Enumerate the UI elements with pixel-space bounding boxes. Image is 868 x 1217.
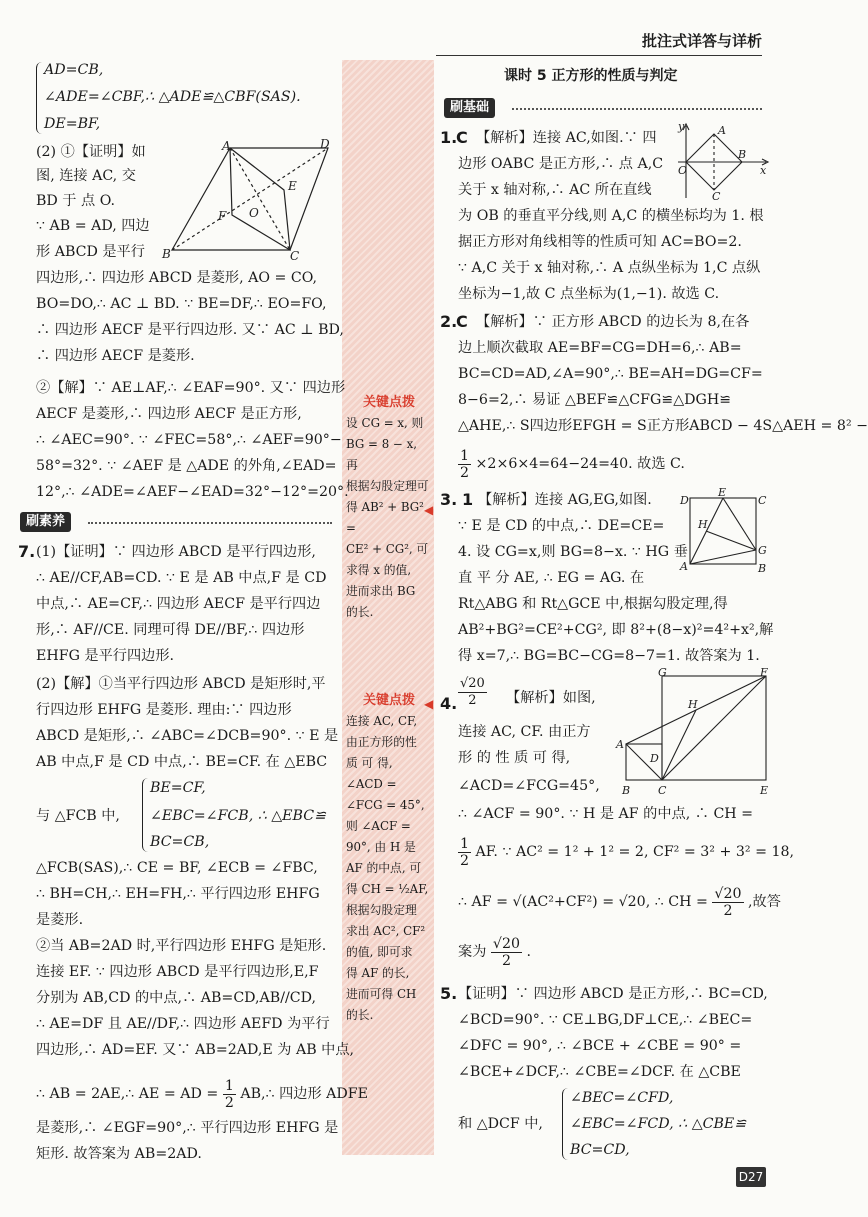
text-line: 和 △DCF 中, xyxy=(458,1116,543,1132)
text-line: 据正方形对角线相等的性质可知 AC=BO=2. xyxy=(458,234,742,250)
key-note-2-title: 关键点拨 xyxy=(362,693,415,708)
text-line: ∠BCE+∠DCF,∴ ∠CBE=∠DCF. 在 △CBE xyxy=(458,1064,741,1080)
text-line: 8−6=2,∴ 易证 △BEF≌△CFG≌△DGH≌ xyxy=(458,392,732,408)
system-brace xyxy=(36,62,43,134)
label-E: E xyxy=(760,784,769,797)
key-note-1-line: 根据勾股定理可 xyxy=(346,479,429,493)
question-number-2: 2. xyxy=(440,312,458,331)
text-line: ∵ AB = AD, 四边 xyxy=(36,218,150,234)
text-fragment: AF. ∵ AC² = 1² + 1² = 2, CF² = 3² + 3² = 18, xyxy=(475,844,795,860)
text-line-with-fraction xyxy=(458,884,781,920)
text-line-with-fraction xyxy=(458,446,685,482)
text-line: 与 △FCB 中, xyxy=(36,808,120,824)
text-fragment: ∴ AB = 2AE,∴ AE = AD = xyxy=(36,1086,219,1102)
text-line-with-fraction xyxy=(458,934,531,970)
label-B: B xyxy=(162,247,171,261)
question-number-7: 7. xyxy=(18,542,36,561)
text-line: 【解析】连接 AG,EG,如图. xyxy=(478,492,652,508)
key-note-2-line: 根据勾股定理 xyxy=(346,903,417,917)
text-line: ∴ AE//CF,AB=CD. ∵ E 是 AB 中点,F 是 CD xyxy=(36,570,327,586)
text-line: ∵ E 是 CD 的中点,∴ DE=CE= xyxy=(458,518,665,534)
section-divider xyxy=(512,108,762,110)
label-A: A xyxy=(680,560,688,573)
text-line: 【证明】∵ 四边形 ABCD 是正方形,∴ BC=CD, xyxy=(458,986,768,1002)
equation-line: BC=CB, xyxy=(150,834,210,850)
text-line: ∴ 四边形 AECF 是菱形. xyxy=(36,348,195,364)
fraction-half: $\frac{1}{2}$ xyxy=(460,447,470,481)
text-line: 关于 x 轴对称,∴ AC 所在直线 xyxy=(458,182,652,198)
fraction-half: $\frac{1}{2}$ xyxy=(460,835,470,869)
equation-line: BE=CF, xyxy=(150,780,206,796)
key-note-2-line: ∠ACD = xyxy=(346,777,397,791)
text-line: 四边形,∴ AD=EF. 又∵ AB=2AD,E 为 AB 中点, xyxy=(36,1042,355,1058)
text-fragment: . xyxy=(526,944,532,960)
text-line: 矩形. 故答案为 AB=2AD. xyxy=(36,1146,202,1162)
key-note-1-title: 关键点拨 xyxy=(362,395,415,410)
text-fragment: ∴ AF = √(AC²+CF²) = √20, ∴ CH = xyxy=(458,894,708,910)
equation-line: DE=BF, xyxy=(44,116,101,132)
text-line: 形 ABCD 是平行 xyxy=(36,244,145,260)
page-number: D27 xyxy=(736,1167,766,1187)
pointer-arrow-icon: ◀ xyxy=(424,697,434,711)
label-C: C xyxy=(658,784,667,797)
text-line: BD 于 点 O. xyxy=(36,193,116,209)
text-line: AECF 是菱形,∴ 四边形 AECF 是正方形, xyxy=(36,406,302,422)
label-B: B xyxy=(738,148,747,161)
text-line: 坐标为−1,故 C 点坐标为(1,−1). 故选 C. xyxy=(458,286,720,302)
text-fragment: ×2×6×4=64−24=40. 故选 C. xyxy=(475,456,685,472)
text-line: ∴ ∠ACF = 90°. ∵ H 是 AF 的中点, ∴ CH = xyxy=(458,806,754,822)
equation-line: ∠EBC=∠FCB, ∴ △EBC≌ xyxy=(150,808,326,824)
equation-line: AD=CB, xyxy=(44,62,104,78)
text-line: (2) ①【证明】如 xyxy=(36,144,146,160)
text-line: 边形 OABC 是正方形,∴ 点 A,C xyxy=(458,156,664,172)
text-line: ∠BCD=90°. ∵ CE⊥BG,DF⊥CE,∴ ∠BEC= xyxy=(458,1012,753,1028)
answer-1: C xyxy=(456,128,468,147)
key-note-2-line: 的长. xyxy=(346,1008,374,1022)
key-note-2-line: 进而可得 CH xyxy=(346,987,417,1001)
text-line: 是菱形,∴ ∠EGF=90°,∴ 平行四边形 EHFG 是 xyxy=(36,1120,339,1136)
text-line: 【解析】如图, xyxy=(506,690,596,706)
text-fragment: 案为 xyxy=(458,944,487,960)
text-line: ∴ AE=DF 且 AE//DF,∴ 四边形 AEFD 为平行 xyxy=(36,1016,330,1032)
key-note-1-line: 求得 x 的值, xyxy=(346,563,412,577)
section-divider xyxy=(88,522,332,524)
label-B: B xyxy=(758,562,767,575)
key-note-2-line: 90°, 由 H 是 xyxy=(346,840,416,854)
text-line: 边上顺次截取 AE=BF=CG=DH=6,∴ AB= xyxy=(458,340,742,356)
text-line: △FCB(SAS),∴ CE = BF, ∠ECB = ∠FBC, xyxy=(36,860,318,876)
label-A: A xyxy=(222,139,231,153)
key-note-2 xyxy=(346,690,432,1026)
key-note-2-line: 求出 AC², CF² xyxy=(346,924,426,938)
equation-line: BC=CD, xyxy=(570,1142,630,1158)
text-line: 行四边形 EHFG 是菱形. 理由:∵ 四边形 xyxy=(36,702,292,718)
header-rule xyxy=(436,55,762,56)
lesson-title: 课时 5 正方形的性质与判定 xyxy=(504,68,678,84)
answer-3: 1 xyxy=(462,490,474,509)
label-D: D xyxy=(320,137,330,151)
question-number-5: 5. xyxy=(440,984,458,1003)
label-E: E xyxy=(718,486,727,499)
header-title: 批注式详答与详析 xyxy=(641,32,762,50)
label-x: x xyxy=(760,164,767,177)
fraction-half: $\frac{1}{2}$ xyxy=(224,1077,234,1111)
text-line: 形,∴ AF//CE. 同理可得 DE//BF,∴ 四边形 xyxy=(36,622,305,638)
label-E: E xyxy=(288,179,297,193)
key-note-2-line: ∠FCG = 45°, xyxy=(346,798,425,812)
label-H: H xyxy=(698,518,708,531)
label-C: C xyxy=(712,190,721,203)
label-A: A xyxy=(616,738,624,751)
q3-square-figure xyxy=(678,486,770,575)
label-O: O xyxy=(678,164,688,177)
text-line: 中点,∴ AE=CF,∴ 四边形 AECF 是平行四边 xyxy=(36,596,321,612)
label-C: C xyxy=(290,249,300,263)
text-line: ∠ACD=∠FCG=45°, xyxy=(458,778,600,794)
text-line: (2)【解】①当平行四边形 ABCD 是矩形时,平 xyxy=(36,676,326,692)
text-line: 图, 连接 AC, 交 xyxy=(36,168,136,184)
label-F: F xyxy=(760,666,768,679)
key-note-2-line: 得 AF 的长, xyxy=(346,966,410,980)
section-badge-basics: 刷基础 xyxy=(444,98,495,118)
q1-coordinate-figure xyxy=(676,120,776,202)
label-G: G xyxy=(758,544,767,557)
text-line: 【解析】∵ 正方形 ABCD 的边长为 8,在各 xyxy=(476,314,750,330)
key-note-1-line: CE² + CG², 可 xyxy=(346,542,429,556)
text-line: 【解析】连接 AC,如图.∵ 四 xyxy=(476,130,657,146)
text-line: ∴ ∠AEC=90°. ∵ ∠FEC=58°,∴ ∠AEF=90°− xyxy=(36,432,342,448)
label-D: D xyxy=(680,494,689,507)
key-note-1-line: BG = 8 − x, 再 xyxy=(346,437,417,472)
key-note-2-line: 得 CH = ½AF, xyxy=(346,882,429,896)
text-line: AB 中点,F 是 CD 中点,∴ BE=CF. 在 △EBC xyxy=(36,754,328,770)
equation-line: ∠BEC=∠CFD, xyxy=(570,1090,674,1106)
label-B: B xyxy=(622,784,631,797)
text-line: 分别为 AB,CD 的中点,∴ AB=CD,AB//CD, xyxy=(36,990,317,1006)
text-line: BC=CD=AD,∠A=90°,∴ BE=AH=DG=CF= xyxy=(458,366,763,382)
label-F: F xyxy=(218,209,227,223)
text-line-with-fraction xyxy=(458,834,794,870)
text-line: 连接 AC, CF. 由正方 xyxy=(458,724,591,740)
text-line: BO=DO,∴ AC ⊥ BD. ∵ BE=DF,∴ EO=FO, xyxy=(36,296,327,312)
text-line: EHFG 是平行四边形. xyxy=(36,648,175,664)
section-badge-literacy: 刷素养 xyxy=(20,512,71,532)
key-note-2-line: 则 ∠ACF = xyxy=(346,819,411,833)
text-line: ∴ 四边形 AECF 是平行四边形. 又∵ AC ⊥ BD, xyxy=(36,322,344,338)
key-note-1 xyxy=(346,392,432,623)
label-C: C xyxy=(758,494,767,507)
equation-line: ∠EBC=∠FCD, ∴ △CBE≌ xyxy=(570,1116,747,1132)
question-number-4: 4. xyxy=(440,694,458,713)
key-note-1-line: 得 AB² + BG² = xyxy=(346,500,424,535)
label-A: A xyxy=(718,124,726,137)
text-line: △AHE,∴ S四边形EFGH = S正方形ABCD − 4S△AEH = 8² − xyxy=(458,418,868,434)
text-line: 4. 设 CG=x,则 BG=8−x. ∵ HG 垂 xyxy=(458,544,688,560)
text-line: 四边形,∴ 四边形 ABCD 是菱形, AO = CO, xyxy=(36,270,318,286)
equation-line: ∠ADE=∠CBF,∴ △ADE≌△CBF(SAS). xyxy=(44,89,301,105)
text-line: ②【解】∵ AE⊥AF,∴ ∠EAF=90°. 又∵ 四边形 xyxy=(36,380,346,396)
key-note-2-line: 的值, 即可求 xyxy=(346,945,413,959)
text-line: 形 的 性 质 可 得, xyxy=(458,750,571,766)
label-D: D xyxy=(650,752,659,765)
text-line: ∴ BH=CH,∴ EH=FH,∴ 平行四边形 EHFG xyxy=(36,886,320,902)
key-note-2-line: 连接 AC, CF, xyxy=(346,714,418,728)
key-note-1-line: 设 CG = x, 则 xyxy=(346,416,424,430)
answer-4-fraction xyxy=(458,676,487,709)
text-line: ∠DFC = 90°, ∴ ∠BCE + ∠CBE = 90° = xyxy=(458,1038,742,1054)
label-O: O xyxy=(249,206,259,220)
fraction-ch: $\frac{√20}{2}$ xyxy=(714,885,742,919)
key-note-2-line: 由正方形的性 xyxy=(346,735,417,749)
text-fragment: AB,∴ 四边形 ADFE xyxy=(240,1086,369,1102)
answer-4-numerator: √20 xyxy=(460,676,485,691)
text-line: 58°=32°. ∵ ∠AEF 是 △ADE 的外角,∠EAD= xyxy=(36,458,337,474)
text-line: 是菱形. xyxy=(36,912,84,928)
pointer-arrow-icon: ◀ xyxy=(424,503,434,517)
key-note-2-line: 质 可 得, xyxy=(346,756,393,770)
text-line: Rt△ABG 和 Rt△GCE 中,根据勾股定理,得 xyxy=(458,596,728,612)
text-line-with-fraction xyxy=(36,1076,368,1112)
label-y: y xyxy=(678,120,685,133)
text-line: 直 平 分 AE, ∴ EG = AG. 在 xyxy=(458,570,645,586)
rhombus-figure xyxy=(160,137,340,263)
system-brace xyxy=(142,778,149,852)
text-line: AB²+BG²=CE²+CG², 即 8²+(8−x)²=4²+x²,解 xyxy=(458,622,774,638)
text-fragment: ,故答 xyxy=(748,894,781,910)
answer-2: C xyxy=(456,312,468,331)
text-line: 得 x=7,∴ BG=BC−CG=8−7=1. 故答案为 1. xyxy=(458,648,760,664)
text-line: ②当 AB=2AD 时,平行四边形 EHFG 是矩形. xyxy=(36,938,327,954)
text-line: 连接 EF. ∵ 四边形 ABCD 是平行四边形,E,F xyxy=(36,964,319,980)
fraction-answer: $\frac{√20}{2}$ xyxy=(492,935,520,969)
text-line: 12°,∴ ∠ADE=∠AEF−∠EAD=32°−12°=20°. xyxy=(36,484,349,500)
label-H: H xyxy=(688,698,698,711)
question-number-3: 3. xyxy=(440,490,458,509)
text-line: ABCD 是矩形,∴ ∠ABC=∠DCB=90°. ∵ E 是 xyxy=(36,728,339,744)
question-number-1: 1. xyxy=(440,128,458,147)
text-line: (1)【证明】∵ 四边形 ABCD 是平行四边形, xyxy=(36,544,316,560)
key-note-1-line: 进而求出 BG xyxy=(346,584,416,598)
text-line: 为 OB 的垂直平分线,则 A,C 的横坐标均为 1. 根 xyxy=(458,208,764,224)
answer-4-denominator: 2 xyxy=(468,693,477,708)
q4-squares-figure xyxy=(612,668,772,800)
key-note-2-line: AF 的中点, 可 xyxy=(346,861,422,875)
label-G: G xyxy=(658,666,667,679)
system-brace xyxy=(562,1088,569,1160)
key-note-1-line: 的长. xyxy=(346,605,374,619)
text-line: ∵ A,C 关于 x 轴对称,∴ A 点纵坐标为 1,C 点纵 xyxy=(458,260,761,276)
